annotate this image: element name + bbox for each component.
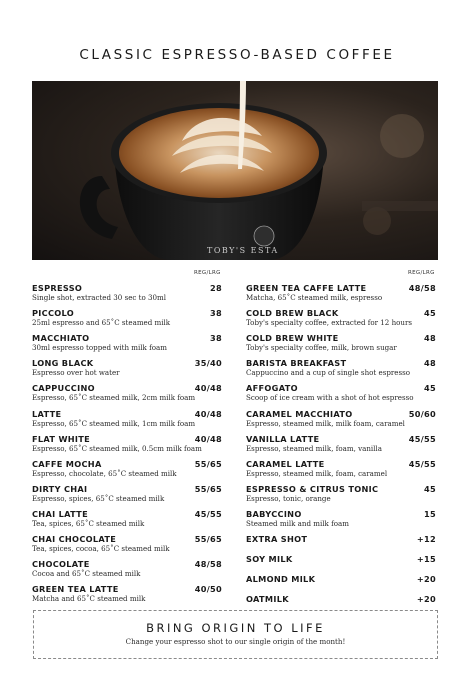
menu-item-name: GREEN TEA LATTE xyxy=(32,584,119,595)
menu-item-name: CARAMEL MACCHIATO xyxy=(246,408,353,419)
menu-item-name: ESPRESSO xyxy=(32,283,83,293)
menu-title: CLASSIC ESPRESSO-BASED COFFEE xyxy=(79,47,395,63)
menu-item-name: ESPRESSO & CITRUS TONIC xyxy=(246,483,379,494)
menu-item-description: Espresso, 65˚C steamed milk, 2cm milk foam xyxy=(32,393,196,403)
menu-item xyxy=(32,484,222,504)
price-header-right: REG/LRG xyxy=(408,270,435,276)
menu-item-name: CAPPUCCINO xyxy=(32,383,95,394)
menu-item-name: COLD BREW WHITE xyxy=(246,333,339,344)
menu-item-price: 45/55 xyxy=(408,458,436,469)
menu-item-price: +15 xyxy=(416,554,436,564)
menu-item-price: 50/60 xyxy=(408,408,436,419)
menu-item xyxy=(246,283,436,303)
menu-item-description: 30ml espresso topped with milk foam xyxy=(32,343,167,353)
menu-item-price: 48/58 xyxy=(408,283,436,293)
menu-item-name: FLAT WHITE xyxy=(32,433,91,444)
menu-item xyxy=(32,383,222,403)
menu-item-price: 38 xyxy=(210,308,222,319)
menu-item-name: CHOCOLATE xyxy=(32,559,90,570)
menu-item xyxy=(246,534,436,544)
menu-item xyxy=(32,559,222,579)
menu-item xyxy=(32,358,222,378)
menu-item xyxy=(246,409,436,429)
menu-item-name: OATMILK xyxy=(246,594,289,604)
menu-item xyxy=(246,308,436,328)
menu-item xyxy=(246,358,436,378)
origin-banner xyxy=(33,610,438,659)
menu-item-name: DIRTY CHAI xyxy=(32,483,88,494)
menu-item-name: EXTRA SHOT xyxy=(246,534,308,544)
menu-item-description: Matcha, 65˚C steamed milk, espresso xyxy=(246,293,383,302)
menu-item-name: BABYCCINO xyxy=(246,508,302,519)
menu-item xyxy=(246,333,436,353)
menu-item-name: LONG BLACK xyxy=(32,358,94,369)
menu-item-price: 38 xyxy=(210,333,222,344)
menu-item-description: Espresso, 65˚C steamed milk, 1cm milk foam xyxy=(32,418,196,428)
menu-item-price: 45 xyxy=(424,308,436,319)
menu-item-price: 48 xyxy=(424,333,436,344)
menu-item-price: +12 xyxy=(416,534,436,544)
cup-logo-text: TOBY'S ESTA xyxy=(207,246,279,255)
menu-item-price: 40/48 xyxy=(194,433,222,444)
menu-item-description: Matcha and 65˚C steamed milk xyxy=(32,594,146,604)
price-header-left: REG/LRG xyxy=(194,270,221,276)
menu-item-name: BARISTA BREAKFAST xyxy=(246,358,347,369)
menu-item-price: 40/50 xyxy=(194,584,222,595)
menu-item xyxy=(246,594,436,604)
menu-item-description: Steamed milk and milk foam xyxy=(246,518,349,528)
menu-item-price: 40/48 xyxy=(194,383,222,394)
menu-item xyxy=(32,584,222,604)
menu-item xyxy=(246,574,436,584)
menu-item-name: CAFFE MOCHA xyxy=(32,458,102,469)
menu-item-description: Tea, spices, cocoa, 65˚C steamed milk xyxy=(32,544,170,553)
menu-item-name: PICCOLO xyxy=(32,308,75,319)
menu-item xyxy=(246,459,436,479)
menu-item-price: 28 xyxy=(210,283,222,293)
menu-item-price: 55/65 xyxy=(194,483,222,494)
menu-item xyxy=(32,308,222,328)
menu-item xyxy=(246,554,436,564)
menu-item xyxy=(32,434,222,454)
menu-item-name: ALMOND MILK xyxy=(246,574,316,584)
menu-item xyxy=(246,484,436,504)
menu-item xyxy=(32,409,222,429)
menu-item xyxy=(32,534,222,554)
menu-item-description: Espresso, 65˚C steamed milk, 0.5cm milk foam xyxy=(32,443,202,453)
menu-item-price: 45/55 xyxy=(194,508,222,519)
hero-image xyxy=(32,81,438,260)
menu-item-description: Toby's specialty coffee, milk, brown sugar xyxy=(246,343,397,353)
menu-item xyxy=(246,509,436,529)
menu-item-price: 48 xyxy=(424,358,436,369)
menu-item-name: MACCHIATO xyxy=(32,333,90,344)
menu-item xyxy=(32,333,222,353)
menu-item-name: COLD BREW BLACK xyxy=(246,308,339,319)
menu-item-description: Espresso, steamed milk, milk foam, caramel xyxy=(246,418,405,428)
menu-item xyxy=(32,509,222,529)
menu-item-description: Espresso, tonic, orange xyxy=(246,493,331,503)
menu-item-price: 45 xyxy=(424,383,436,394)
menu-item-description: Espresso, spices, 65˚C steamed milk xyxy=(32,493,165,503)
menu-item-price: 40/48 xyxy=(194,408,222,419)
menu-item-description: Espresso, chocolate, 65˚C steamed milk xyxy=(32,468,177,478)
menu-item-description: Tea, spices, 65˚C steamed milk xyxy=(32,518,145,528)
menu-item-name: SOY MILK xyxy=(246,554,293,564)
banner-subtext: Change your espresso shot to our single origin of the month! xyxy=(125,637,346,646)
menu-item-name: CARAMEL LATTE xyxy=(246,458,325,469)
menu-item-price: +20 xyxy=(416,574,436,584)
menu-item-price: 15 xyxy=(424,508,436,519)
menu-item xyxy=(32,459,222,479)
menu-item-description: Toby's specialty coffee, extracted for 12 hours xyxy=(246,318,413,328)
menu-item-name: GREEN TEA CAFFE LATTE xyxy=(246,283,367,293)
menu-item-description: Espresso over hot water xyxy=(32,368,120,378)
menu-item-name: AFFOGATO xyxy=(246,383,298,394)
menu-item xyxy=(32,283,222,303)
menu-item-name: VANILLA LATTE xyxy=(246,433,320,444)
menu-item-description: Espresso, steamed milk, foam, vanilla xyxy=(246,443,382,453)
menu-item-name: LATTE xyxy=(32,408,62,419)
menu-item-description: Cappuccino and a cup of single shot espresso xyxy=(246,368,411,378)
banner-heading: BRING ORIGIN TO LIFE xyxy=(146,621,325,635)
menu-item xyxy=(246,434,436,454)
menu-item xyxy=(246,383,436,403)
menu-item-price: 45/55 xyxy=(408,433,436,444)
menu-item-description: Espresso, steamed milk, foam, caramel xyxy=(246,468,388,478)
menu-item-price: 48/58 xyxy=(194,559,222,570)
menu-item-name: CHAI CHOCOLATE xyxy=(32,534,117,544)
menu-item-price: 45 xyxy=(424,483,436,494)
menu-item-description: Single shot, extracted 30 sec to 30ml xyxy=(32,293,167,302)
menu-item-description: Cocoa and 65˚C steamed milk xyxy=(32,569,141,579)
menu-item-price: 55/65 xyxy=(194,534,222,544)
menu-item-description: 25ml espresso and 65˚C steamed milk xyxy=(32,318,171,328)
menu-item-description: Scoop of ice cream with a shot of hot espresso xyxy=(246,393,414,403)
menu-item-price: +20 xyxy=(416,594,436,604)
menu-item-name: CHAI LATTE xyxy=(32,508,88,519)
menu-item-price: 35/40 xyxy=(194,358,222,369)
menu-item-price: 55/65 xyxy=(194,458,222,469)
